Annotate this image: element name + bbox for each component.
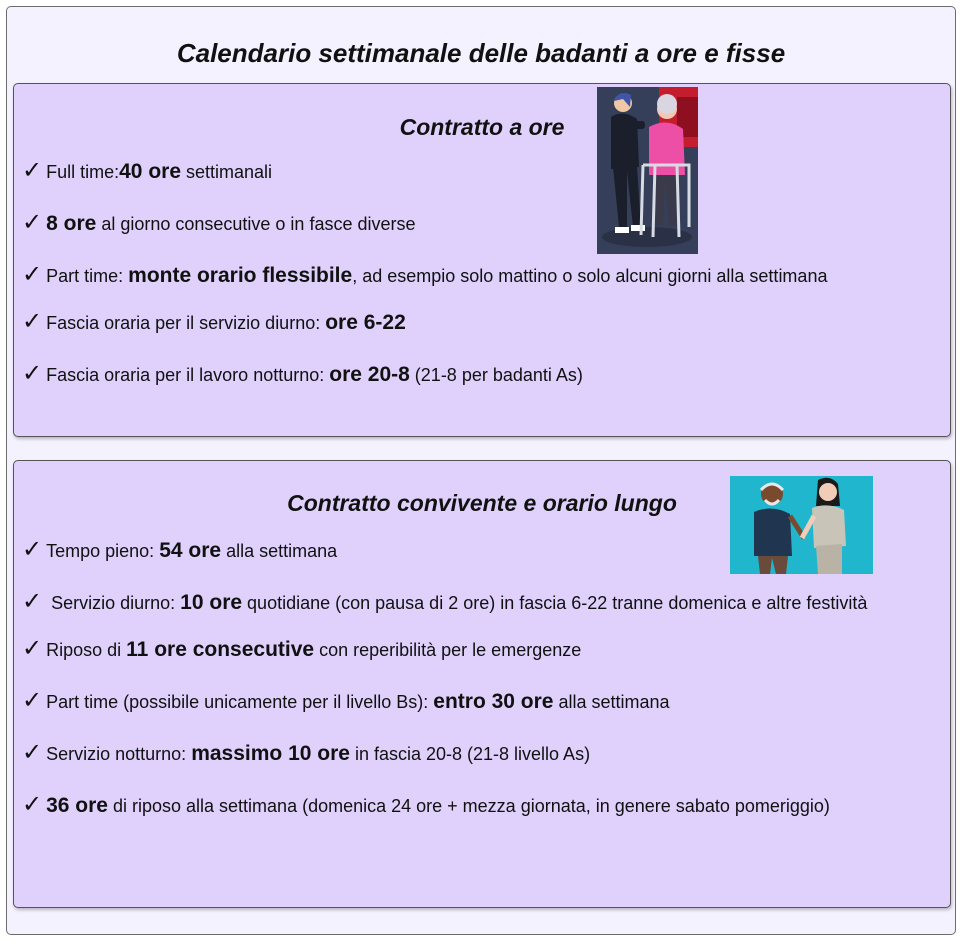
item-highlight: 40 ore xyxy=(119,160,181,183)
check-icon: ✓ xyxy=(22,536,43,563)
hourly-contract-title: Contratto a ore xyxy=(399,114,565,140)
check-icon: ✓ xyxy=(22,687,43,714)
item-text: Riposo di xyxy=(46,640,127,660)
check-icon: ✓ xyxy=(22,261,43,288)
list-item xyxy=(22,154,920,189)
check-icon: ✓ xyxy=(22,791,43,818)
livein-contract-list xyxy=(22,533,920,835)
item-text: con reperibilità per le emergenze xyxy=(314,640,582,660)
list-item xyxy=(22,357,920,392)
item-text: al giorno consecutive o in fasce diverse xyxy=(96,214,416,234)
item-text: Tempo pieno: xyxy=(46,541,160,561)
check-icon: ✓ xyxy=(22,308,43,335)
list-item xyxy=(22,736,920,771)
check-icon: ✓ xyxy=(22,360,43,387)
item-highlight: 10 ore xyxy=(180,591,243,614)
list-item xyxy=(22,632,920,667)
item-text: Full time: xyxy=(46,162,120,182)
item-text: di riposo alla settimana (domenica 24 ore + mezza giornata, in genere sabato pomeriggio) xyxy=(107,796,830,816)
page-title: Calendario settimanale delle badanti a ore e fisse xyxy=(176,38,786,68)
item-text: alla settimana xyxy=(221,541,338,561)
item-highlight: massimo 10 ore xyxy=(191,742,350,765)
livein-contract-title: Contratto convivente e orario lungo xyxy=(287,490,677,516)
item-highlight: 11 ore consecutive xyxy=(126,638,315,661)
item-text: Fascia oraria per il servizio diurno: xyxy=(46,313,326,333)
check-icon: ✓ xyxy=(22,588,43,615)
item-text: Servizio notturno: xyxy=(46,744,192,764)
item-text: , ad esempio solo mattino o solo alcuni giorni alla settimana xyxy=(352,266,828,286)
check-icon: ✓ xyxy=(22,157,43,184)
list-item xyxy=(22,585,920,620)
list-item xyxy=(22,788,920,823)
check-icon: ✓ xyxy=(22,739,43,766)
list-item xyxy=(22,206,920,241)
item-highlight: ore 20-8 xyxy=(329,363,410,386)
item-highlight: 54 ore xyxy=(159,539,222,562)
hourly-contract-card xyxy=(13,83,951,437)
hourly-contract-list xyxy=(22,154,920,409)
item-text: Part time: xyxy=(46,266,129,286)
item-highlight: ore 6-22 xyxy=(325,311,406,334)
item-highlight: 36 ore xyxy=(46,794,108,817)
check-icon: ✓ xyxy=(22,209,43,236)
item-text: in fascia 20-8 (21-8 livello As) xyxy=(349,744,591,764)
item-text: alla settimana xyxy=(553,692,670,712)
item-text: Fascia oraria per il lavoro notturno: xyxy=(46,365,330,385)
list-item xyxy=(22,305,920,340)
check-icon: ✓ xyxy=(22,635,43,662)
item-text: Servizio diurno: xyxy=(46,593,181,613)
item-highlight: monte orario flessibile xyxy=(128,264,353,287)
item-text: quotidiane (con pausa di 2 ore) in fascia 6-22 tranne domenica e altre festività xyxy=(242,593,868,613)
item-text: settimanali xyxy=(181,162,273,182)
list-item xyxy=(22,533,920,568)
list-item xyxy=(22,684,920,719)
item-highlight: entro 30 ore xyxy=(433,690,554,713)
livein-contract-card xyxy=(13,460,951,908)
list-item xyxy=(22,258,920,293)
item-text: Part time (possibile unicamente per il livello Bs): xyxy=(46,692,434,712)
item-highlight: 8 ore xyxy=(46,212,97,235)
item-text: (21-8 per badanti As) xyxy=(409,365,583,385)
